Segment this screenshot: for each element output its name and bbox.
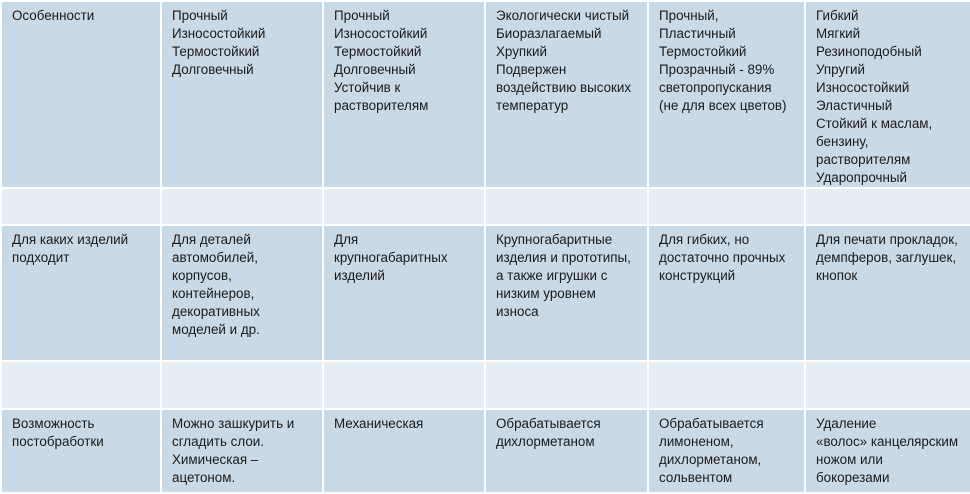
table-cell: Можно зашкурить и сгладить слои. Химическая – ацетоном.: [161, 409, 323, 493]
table-cell: Прочный Износостойкий Термостойкий Долговечный Устойчив к растворителям: [323, 1, 485, 188]
table-cell: Для печати прокладок, демпферов, заглушек, кнопок: [805, 225, 970, 361]
table-cell: Обрабатывается дихлорметаном: [485, 409, 648, 493]
row-header-cell: Возможность постобработки: [1, 409, 161, 493]
table-cell: Механическая: [323, 409, 485, 493]
table-cell: Прочный Износостойкий Термостойкий Долговечный: [161, 1, 323, 188]
row-header-cell: Особенности: [1, 1, 161, 188]
table-cell: Гибкий Мягкий Резиноподобный Упругий Износостойкий Эластичный Стойкий к маслам, бензину, растворителям Ударопрочный: [805, 1, 970, 188]
empty-cell: [805, 361, 970, 409]
empty-cell: [323, 188, 485, 225]
table-cell: Прочный, Пластичный Термостойкий Прозрачный - 89% светопропускания (не для всех цветов): [648, 1, 805, 188]
table-row-post-processing: [1, 409, 970, 493]
empty-cell: [485, 188, 648, 225]
table-cell: Обрабатывается лимоненом, дихлорметаном, сольвентом: [648, 409, 805, 493]
table-cell: Экологически чистый Биоразлагаемый Хрупкий Подвержен воздействию высоких температур: [485, 1, 648, 188]
empty-cell: [1, 188, 161, 225]
table-cell: Для деталей автомобилей, корпусов, контейнеров, декоративных моделей и др.: [161, 225, 323, 361]
empty-cell: [161, 188, 323, 225]
empty-cell: [1, 361, 161, 409]
empty-cell: [323, 361, 485, 409]
table-cell: Для гибких, но достаточно прочных конструкций: [648, 225, 805, 361]
empty-cell: [648, 361, 805, 409]
empty-cell: [161, 361, 323, 409]
table-row-suitable-for: [1, 225, 970, 361]
table-cell: Крупногабаритные изделия и прототипы, а также игрушки с низким уровнем износа: [485, 225, 648, 361]
empty-cell: [648, 188, 805, 225]
table-cell: Удаление «волос» канцелярским ножом или бокорезами: [805, 409, 970, 493]
table-row-spacer: [1, 188, 970, 225]
empty-cell: [485, 361, 648, 409]
table-row-features: [1, 1, 970, 188]
table-row-spacer: [1, 361, 970, 409]
table-cell: Для крупногабаритных изделий: [323, 225, 485, 361]
empty-cell: [805, 188, 970, 225]
row-header-cell: Для каких изделий подходит: [1, 225, 161, 361]
